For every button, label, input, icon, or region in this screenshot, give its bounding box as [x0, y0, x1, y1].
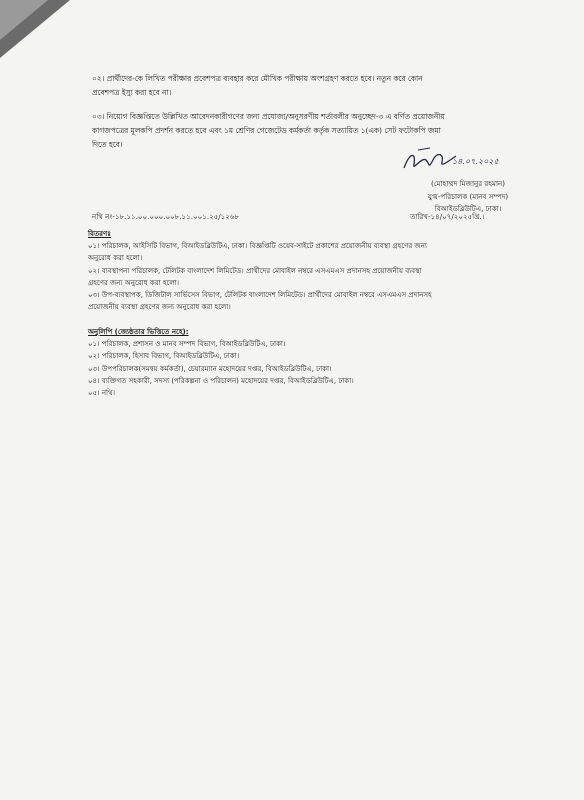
list-item: ০১। পরিচালক, আইসিটি বিভাগ, বিআইডব্লিউটিএ, ঢাকা। বিজ্ঞপ্তিটি ওয়েব-সাইটে প্রকাশের প্রয়োজনীয় ব্যবস্থা গ্রহণের জন্য: [88, 242, 427, 251]
signature-scribble-icon: [400, 146, 460, 176]
memo-number: নথি নং-১৮.১১.০০.০০০.০০৮.১১.০০১.২৫/১২৬৮: [92, 212, 240, 221]
list-item: অনুরোধ করা হলো।: [88, 254, 143, 263]
folded-corner-inner: [0, 0, 48, 40]
list-item: ০৩। উপ-ব্যবস্থাপক, ডিজিটাল সার্ভিসেস বিভাগ, টেলিটক বাংলাদেশ লিমিটেড। প্রার্থীদের মোবাইল নম্বরে এসএমএস প্রদানসহ: [88, 291, 432, 300]
copy-list: [88, 326, 354, 399]
signatory-name: (মোহাম্মদ মিজানুর রহমান): [430, 179, 506, 188]
list-item: ০১। পরিচালক, প্রশাসন ও মানব সম্পদ বিভাগ, বিআইডব্লিউটিএ, ঢাকা।: [88, 340, 286, 349]
list-item: ০৪। ব্যক্তিগত সহকারী, সদস্য (পরিকল্পনা ও পরিচালন) মহোদয়ের দপ্তর, বিআইডব্লিউটিএ, ঢাকা।: [88, 376, 354, 385]
paragraph-03-line-1: ০৩। নিয়োগ বিজ্ঞপ্তিতে উল্লিখিত আবেদনকারীগণের জন্য প্রযোজ্য/অনুসরণীয় শর্তাবলীর অনুচ্ছেদ-৩ এ বর্ণিত প্রয়োজনীয়: [92, 112, 445, 121]
list-item: প্রয়োজনীয় ব্যবস্থা গ্রহণের জন্য অনুরোধ করা হলো।: [88, 303, 231, 312]
copy-heading: অনুলিপি (জ্যেষ্ঠতার ভিত্তিতে নহে):: [88, 328, 189, 336]
list-item: ০২। ব্যবস্থাপনা পরিচালক, টেলিটক বাংলাদেশ লিমিটেড। প্রার্থীদের মোবাইল নম্বরে এসএমএস প্রদানসহ প্রয়োজনীয় ব্যবস্থা: [88, 266, 422, 275]
distribution-list: [88, 228, 432, 313]
paragraph-03-line-3: দিতে হবে।: [92, 140, 123, 149]
handwritten-date: ১৪.০৭.২০২৫: [452, 157, 499, 166]
list-item: ০৩। উপপরিচালক(সমন্বয় কর্মকর্তা), চেয়ারম্যান মহোদয়ের দপ্তর, বিআইডব্লিউটিএ, ঢাকা।: [88, 364, 332, 373]
handwritten-signature: [388, 148, 548, 178]
memo-date: তারিখ-১৪/০৭/২০২৫খ্রি.।: [410, 212, 485, 221]
distribution-heading: বিতরণঃ: [88, 230, 111, 238]
list-item: গ্রহণের জন্য অনুরোধ করা হলো।: [88, 278, 180, 287]
signatory-designation: যুগ্ম-পরিচালক (মানব সম্পদ): [427, 191, 509, 201]
list-item: ০২। পরিচালক, হিসাব বিভাগ, বিআইডব্লিউটিএ, ঢাকা।: [88, 352, 240, 361]
paragraph-02-line-2: প্রবেশপত্র ইস্যু করা হবে না।: [92, 88, 172, 97]
paragraph-03-line-2: কাগজপত্রের মূলকপি প্রদর্শন করতে হবে এবং ১ম শ্রেণির গেজেটেড কর্মকর্তা কর্তৃক সত্যায়িত ১(এক) সেট ফটোকপি জমা: [92, 126, 441, 135]
paragraph-02: [92, 72, 512, 100]
signature-block: [388, 148, 548, 216]
list-item: ০৫। নথি।: [88, 389, 116, 398]
paragraph-02-line-1: ০২। প্রার্থীদের-কে লিখিত পরীক্ষার প্রবেশপত্র ব্যবহার করে মৌখিক পরীক্ষায় অংশগ্রহণ করতে হবে। নতুন করে কোন: [92, 74, 423, 83]
signatory-office: বিআইডব্লিউটিএ, ঢাকা।: [434, 204, 502, 214]
